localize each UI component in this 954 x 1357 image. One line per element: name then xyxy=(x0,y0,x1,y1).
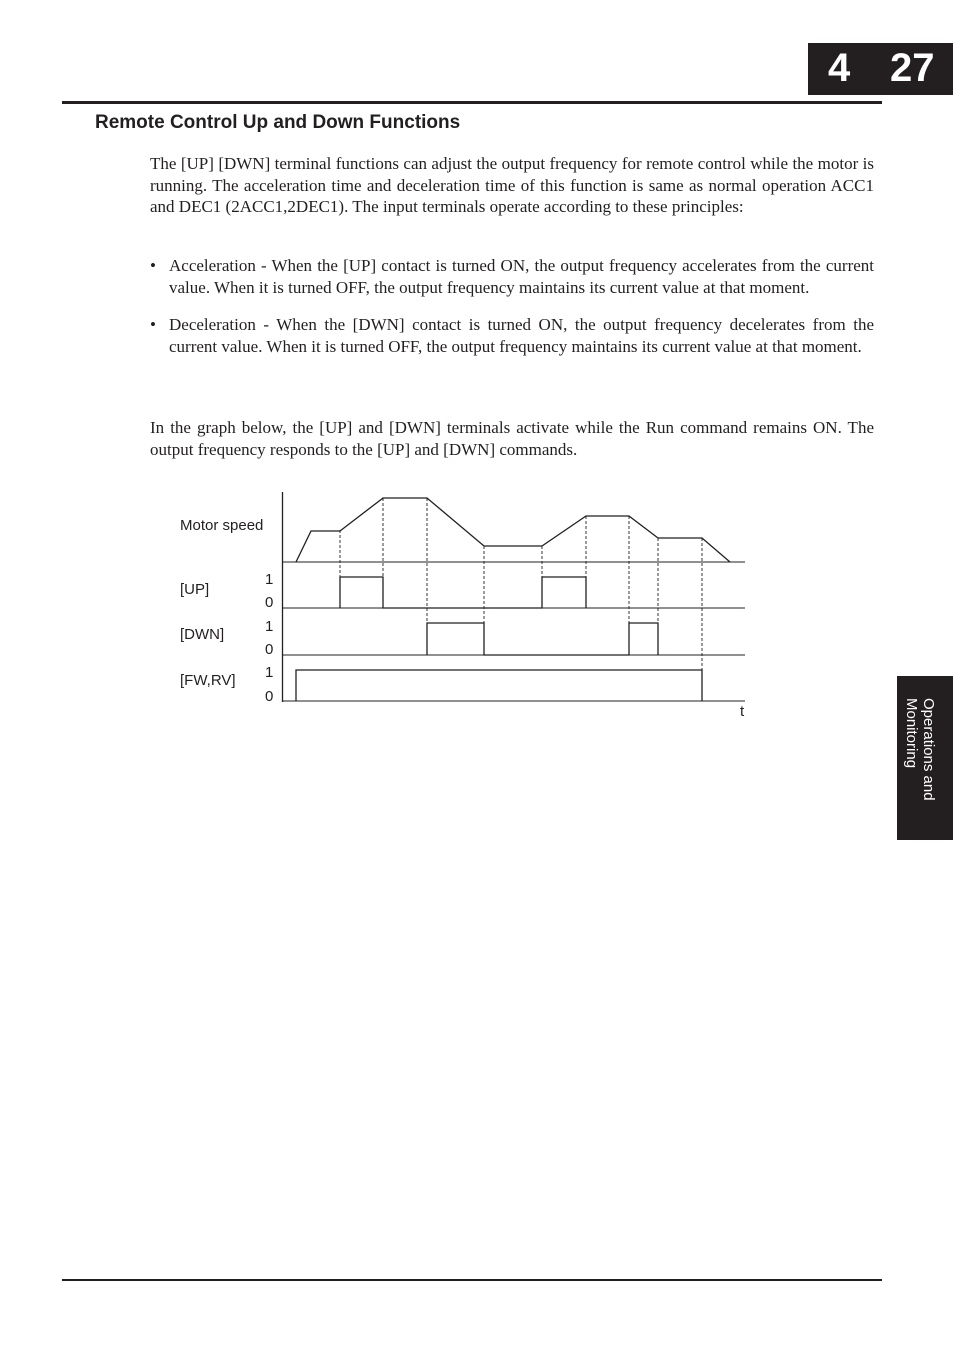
motor-speed-label: Motor speed xyxy=(180,517,264,534)
dwn-label: [DWN] xyxy=(180,626,225,643)
page-number-tab xyxy=(808,43,953,95)
fwrv-signal-trace xyxy=(296,670,702,701)
up-label: [UP] xyxy=(180,581,210,598)
list-item xyxy=(150,255,874,298)
chapter-number: 4 xyxy=(828,46,851,90)
dwn-level-low: 0 xyxy=(265,641,274,658)
bullet-icon: • xyxy=(150,315,156,334)
bullet-icon: • xyxy=(150,256,156,275)
fwrv-label: [FW,RV] xyxy=(180,672,236,689)
up-level-low: 0 xyxy=(265,594,274,611)
up-signal-trace xyxy=(340,577,586,608)
dwn-level-high: 1 xyxy=(265,618,274,635)
bullet-text: Deceleration - When the [DWN] contact is turned ON, the output frequency decelerates from the current value. When it is turned OFF, the output frequency maintains its current value at that moment. xyxy=(169,315,874,356)
graph-intro-paragraph: In the graph below, the [UP] and [DWN] terminals activate while the Run command remains ON. The output frequency responds to the [UP] and [DWN] commands. xyxy=(150,418,874,459)
up-level-high: 1 xyxy=(265,571,274,588)
principles-list xyxy=(150,255,874,373)
page-number: 27 xyxy=(890,46,935,90)
side-tab-label: Operations and Monitoring xyxy=(903,698,937,801)
footer-rule xyxy=(62,1279,882,1281)
chapter-side-tab xyxy=(897,676,953,840)
bullet-text: Acceleration - When the [UP] contact is turned ON, the output frequency accelerates from the current value. When it is turned OFF, the output frequency maintains its current value at that moment. xyxy=(169,256,874,297)
fwrv-level-high: 1 xyxy=(265,664,274,681)
intro-paragraph: The [UP] [DWN] terminal functions can adjust the output frequency for remote control while the motor is running. The acceleration time and deceleration time of this function is same as normal operation ACC1 and DEC1 (2ACC1,2DEC1). The input terminals operate according to these principles: xyxy=(150,154,874,216)
fwrv-level-low: 0 xyxy=(265,688,274,705)
dwn-signal-trace xyxy=(427,623,658,655)
list-item xyxy=(150,314,874,357)
header-rule xyxy=(62,101,882,104)
time-axis-label: t xyxy=(740,703,745,720)
motor-speed-trace xyxy=(296,498,730,562)
timing-chart xyxy=(170,480,760,725)
section-title: Remote Control Up and Down Functions xyxy=(95,112,461,133)
